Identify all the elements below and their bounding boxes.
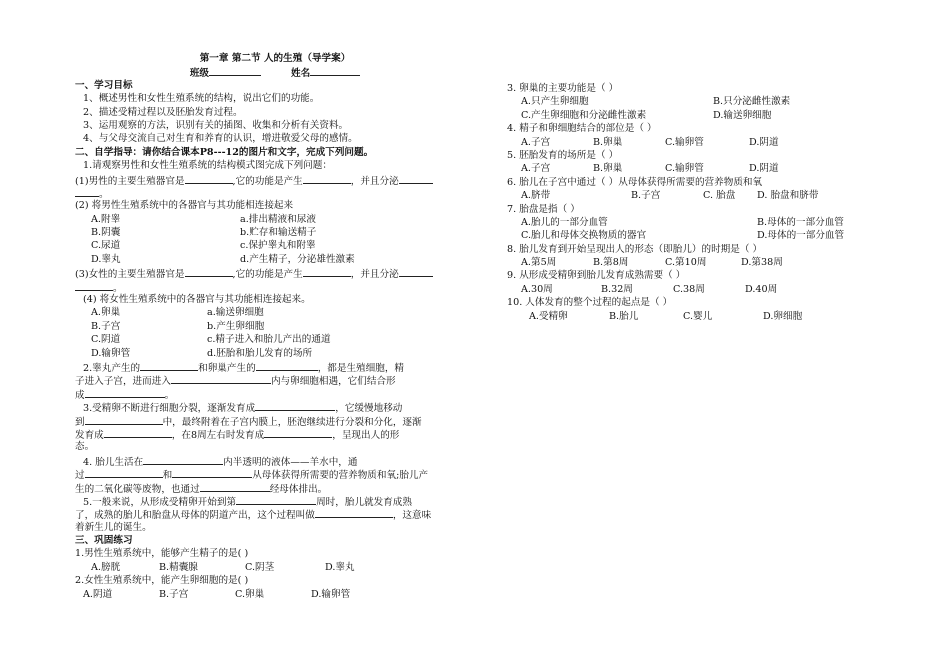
q3-text-c: 到 (75, 416, 85, 428)
male-row-2 (75, 226, 475, 239)
q5-line-2 (75, 507, 475, 520)
ex9-opt-b[interactable]: B.32周 (601, 283, 633, 295)
q2-line-3 (75, 387, 475, 400)
q3-text-g: ，呈现出人的形 (332, 429, 400, 441)
q3-line-4: 态。 (75, 441, 95, 453)
q2-blank-3[interactable] (171, 373, 271, 384)
q4-blank-3[interactable] (172, 467, 252, 478)
ex7-opt-a[interactable]: A.胎儿的一部分血管 (521, 216, 608, 228)
ex5-opt-b[interactable]: B.卵巢 (593, 163, 623, 175)
q3-blank-4[interactable] (264, 427, 332, 438)
q3-blank-2[interactable] (85, 414, 163, 425)
ex4-options (507, 136, 907, 149)
ex1-opt-d[interactable]: D.睾丸 (325, 561, 355, 573)
ex2-options (75, 588, 475, 601)
female-organ-d[interactable]: D.输卵管 (91, 347, 131, 359)
q4-text-d: 和 (162, 470, 173, 482)
q3-line-2 (75, 414, 475, 427)
ex2-opt-a[interactable]: A.阴道 (83, 588, 113, 600)
ex5-opt-a[interactable]: A.子宫 (521, 163, 551, 175)
male-row-4 (75, 253, 475, 266)
section-practice: 三、巩固练习 (75, 535, 133, 547)
q1-1-blank-3[interactable] (399, 173, 433, 184)
q1-1-blank-2[interactable] (303, 173, 351, 184)
ex9-question: 9. 从形成受精卵到胎儿发育成熟需要（ ） (507, 270, 686, 282)
page-title: 第一章 第二节 人的生殖（导学案） (199, 53, 351, 64)
ex10-question: 10. 人体发育的整个过程的起点是（ ） (507, 297, 673, 309)
q2-line-1 (75, 360, 475, 373)
ex8-opt-a[interactable]: A.第5周 (521, 257, 557, 269)
q1-1-blank-1[interactable] (185, 173, 233, 184)
q5-text-a: 5.一般来说，从形成受精卵开始到第 (83, 496, 237, 508)
q3-text-a: 3.受精卵不断进行细胞分裂，逐渐发育成 (83, 403, 256, 415)
ex1-opt-b[interactable]: B.精囊腺 (159, 561, 198, 573)
ex8-options (507, 256, 907, 269)
ex5-opt-c[interactable]: C.输卵管 (665, 163, 704, 175)
objective-4: 4、与父母交流自己对生育和养育的认识，增进敬爱父母的感情。 (83, 133, 358, 145)
ex2-opt-d[interactable]: D.输卵管 (311, 588, 351, 600)
ex2-opt-b[interactable]: B.子宫 (159, 588, 189, 600)
q3-text-f: ，在8周左右时发育成 (171, 429, 265, 441)
q1-2-intro: (2) 将男性生殖系统中的各器官与其功能相连接起来 (75, 200, 294, 212)
q1-1-line (75, 173, 475, 186)
q1-3-cont: 。 (75, 280, 475, 293)
q1-3-blank-2[interactable] (303, 266, 351, 277)
q4-blank-1[interactable] (143, 454, 223, 465)
ex6-question: 6. 胎儿在子宫中通过（ ）从母体获得所需要的营养物质和氧 (507, 176, 763, 188)
class-label: 班级 (189, 68, 209, 80)
ex4-opt-a[interactable]: A.子宫 (521, 136, 551, 148)
objective-2: 2、描述受精过程以及胚胎发育过程。 (83, 106, 243, 118)
ex2-question: 2.女性生殖系统中，能产生卵细胞的是( ) (75, 575, 249, 587)
q1-1-text-a: (1)男性的主要生殖器官是 (75, 175, 185, 187)
ex5-options (507, 162, 907, 175)
ex3-options-row2 (507, 109, 907, 122)
male-func-c[interactable]: c.保护睾丸和附睾 (240, 240, 316, 252)
left-column (75, 52, 475, 601)
female-func-d[interactable]: d.胚胎和胎儿发育的场所 (207, 347, 313, 359)
q2-text-g: 。 (164, 389, 175, 401)
ex1-question: 1.男性生殖系统中，能够产生精子的是( ) (75, 548, 249, 560)
q4-blank-4[interactable] (200, 481, 270, 492)
female-func-a[interactable]: a.输送卵细胞 (207, 307, 264, 319)
ex3-opt-a[interactable]: A.只产生卵细胞 (521, 96, 589, 108)
q4-text-b: 内半透明的液体——羊水中，通 (223, 456, 358, 468)
ex10-opt-d[interactable]: D.卵细胞 (763, 310, 803, 322)
q2-blank-2[interactable] (256, 360, 318, 371)
ex1-opt-c[interactable]: C.阴茎 (245, 561, 275, 573)
ex9-opt-c[interactable]: C.38周 (673, 283, 705, 295)
ex7-question: 7. 胎盘是指（ ） (507, 203, 580, 215)
q2-text-d: 子进入子宫，进而进入 (75, 376, 171, 388)
q3-blank-1[interactable] (255, 400, 335, 411)
q4-blank-2[interactable] (85, 467, 163, 478)
male-row-1 (75, 213, 475, 226)
male-func-a[interactable]: a.排出精液和尿液 (240, 213, 316, 225)
q5-blank-2[interactable] (315, 507, 393, 518)
q4-text-a: 4. 胎儿生活在 (83, 456, 144, 468)
q1-3-blank-4[interactable] (75, 280, 113, 291)
female-row-3 (75, 333, 475, 346)
q1-1-text-c: ，并且分泌 (350, 175, 399, 187)
q5-text-d: ，这意味 (392, 510, 432, 522)
ex6-opt-a[interactable]: A.脐带 (521, 190, 551, 202)
q2-text-f: 成 (75, 389, 85, 401)
q4-line-1 (75, 454, 475, 467)
q3-line-3 (75, 427, 475, 440)
ex1-options (75, 561, 475, 574)
ex10-opt-c[interactable]: C.婴儿 (683, 310, 713, 322)
female-func-c[interactable]: c.精子进入和胎儿产出的通道 (207, 334, 331, 346)
male-func-b[interactable]: b.贮存和输送精子 (240, 227, 317, 239)
ex3-opt-b[interactable]: B.只分泌雌性激素 (713, 96, 791, 108)
q2-text-e: 内与卵细胞相遇，它们结合形 (270, 376, 396, 388)
ex7-opt-b[interactable]: B.母体的一部分血管 (757, 216, 844, 228)
q1-1-cont: 。 (75, 186, 475, 199)
section-objectives: 一、学习目标 (75, 79, 133, 91)
q2-line-2 (75, 373, 475, 386)
male-func-d[interactable]: d.产生精子，分泌雄性激素 (240, 253, 355, 265)
q2-text-b: 和卵巢产生的 (198, 362, 256, 374)
male-organ-b[interactable]: B.阴囊 (91, 227, 121, 239)
q3-text-d: 中，最终附着在子宫内膜上，胚泡继续进行分裂和分化，逐渐 (162, 416, 422, 428)
male-organ-c[interactable]: C.尿道 (91, 240, 121, 252)
right-column (507, 82, 907, 323)
female-organ-b[interactable]: B.子宫 (91, 320, 121, 332)
male-organ-d[interactable]: D.睾丸 (91, 253, 121, 265)
q3-blank-3[interactable] (104, 427, 172, 438)
ex6-opt-c[interactable]: C. 胎盘 (703, 190, 736, 202)
male-row-3 (75, 239, 475, 252)
ex3-opt-c[interactable]: C.产生卵细胞和分泌雌性激素 (521, 109, 647, 121)
ex3-question: 3. 卵巢的主要功能是（ ） (507, 83, 619, 94)
q4-line-2 (75, 467, 475, 480)
female-row-4 (75, 347, 475, 360)
ex8-opt-c[interactable]: C.第10周 (665, 257, 707, 269)
q3-text-b: ，它缓慢地移动 (335, 403, 403, 415)
ex7-options-row1 (507, 216, 907, 229)
male-organ-a[interactable]: A.附睾 (91, 213, 121, 225)
ex7-opt-c[interactable]: C.胎儿和母体交换物质的器官 (521, 230, 647, 242)
q4-text-e: 从母体获得所需要的营养物质和氧;胎儿产 (252, 470, 429, 482)
objective-1: 1、概述男性和女性生殖系统的结构，说出它们的功能。 (83, 93, 320, 105)
ex5-opt-d[interactable]: D.阴道 (749, 163, 779, 175)
ex9-opt-a[interactable]: A.30周 (521, 283, 553, 295)
ex5-question: 5. 胚胎发育的场所是（ ） (507, 149, 619, 161)
ex2-opt-c[interactable]: C.卵巢 (235, 588, 265, 600)
q1-3-text-c: ，并且分泌 (350, 269, 399, 281)
q1-3-text-a: (3)女性的主要生殖器官是 (75, 269, 185, 281)
ex6-options (507, 189, 907, 202)
ex4-opt-d[interactable]: D.阴道 (749, 136, 779, 148)
ex10-opt-a[interactable]: A.受精卵 (529, 310, 568, 322)
q3-line-1 (75, 400, 475, 413)
female-func-b[interactable]: b.产生卵细胞 (207, 320, 265, 332)
q3-text-e: 发育成 (75, 429, 104, 441)
q5-line-1 (75, 494, 475, 507)
ex3-opt-d[interactable]: D.输送卵细胞 (713, 109, 772, 121)
female-organ-a[interactable]: A.卵巢 (91, 307, 121, 319)
ex4-question: 4. 精子和卵细胞结合的部位是（ ） (507, 123, 657, 135)
ex10-opt-b[interactable]: B.胎儿 (609, 310, 639, 322)
q1-3-line (75, 266, 475, 279)
q4-line-3 (75, 481, 475, 494)
q2-blank-1[interactable] (140, 360, 198, 371)
female-row-2 (75, 320, 475, 333)
q4-text-g: 经母体排出。 (269, 483, 328, 495)
q5-blank-1[interactable] (236, 494, 316, 505)
q4-text-f: 生的二氧化碳等废物，也通过 (75, 483, 200, 495)
q5-text-c: 了，成熟的胎儿和胎盘从母体的阴道产出，这个过程叫做 (75, 510, 315, 522)
q1-1-blank-4[interactable] (75, 186, 99, 197)
class-blank[interactable] (209, 65, 261, 76)
class-name-line (75, 65, 475, 78)
ex1-opt-a[interactable]: A.膀胱 (91, 561, 121, 573)
q5-line-3: 着新生儿的诞生。 (75, 521, 152, 533)
female-row-1 (75, 306, 475, 319)
q5-text-b: 周时，胎儿就发育成熟 (316, 496, 412, 508)
ex9-options (507, 283, 907, 296)
ex7-options-row2 (507, 229, 907, 242)
ex3-options-row1 (507, 95, 907, 108)
ex7-opt-d[interactable]: D.母体的一部分血管 (757, 230, 845, 242)
name-label: 姓名 (291, 68, 311, 80)
q2-text-a: 2.睾丸产生的 (83, 362, 141, 374)
q1-3-text-b: ,它的功能是产生 (232, 269, 303, 281)
ex10-options (507, 310, 907, 323)
ex6-opt-b[interactable]: B.子宫 (631, 190, 661, 202)
ex8-opt-d[interactable]: D.第38周 (741, 257, 783, 269)
q4-text-c: 过 (75, 470, 85, 482)
female-organ-c[interactable]: C.阴道 (91, 334, 121, 346)
objective-3: 3、运用观察的方法，识别有关的插图、收集和分析有关资料。 (83, 119, 349, 131)
q1-intro: 1.请观察男性和女性生殖系统的结构模式图完成下列问题： (83, 160, 332, 172)
ex9-opt-d[interactable]: D.40周 (745, 283, 778, 295)
ex4-opt-b[interactable]: B.卵巢 (593, 136, 623, 148)
q1-4-intro: (4) 将女性生殖系统中的各器官与其功能相连接起来。 (83, 294, 311, 306)
name-blank[interactable] (310, 65, 360, 76)
ex8-question: 8. 胎儿发育到开始呈现出人的形态（即胎儿）的时期是（ ） (507, 243, 763, 255)
section-self-study: 二、自学指导：请你结合课本P8---12的图片和文字，完成下列问题。 (75, 146, 374, 158)
q2-text-c: ，都是生殖细胞，精 (317, 362, 405, 374)
q2-blank-4[interactable] (85, 387, 165, 398)
q1-3-blank-1[interactable] (185, 266, 233, 277)
ex8-opt-b[interactable]: B.第8周 (593, 257, 629, 269)
q1-1-text-b: ,它的功能是产生 (232, 175, 303, 187)
ex6-opt-d[interactable]: D. 胎盘和脐带 (757, 190, 819, 202)
q1-3-blank-3[interactable] (399, 266, 433, 277)
ex4-opt-c[interactable]: C.输卵管 (665, 136, 704, 148)
